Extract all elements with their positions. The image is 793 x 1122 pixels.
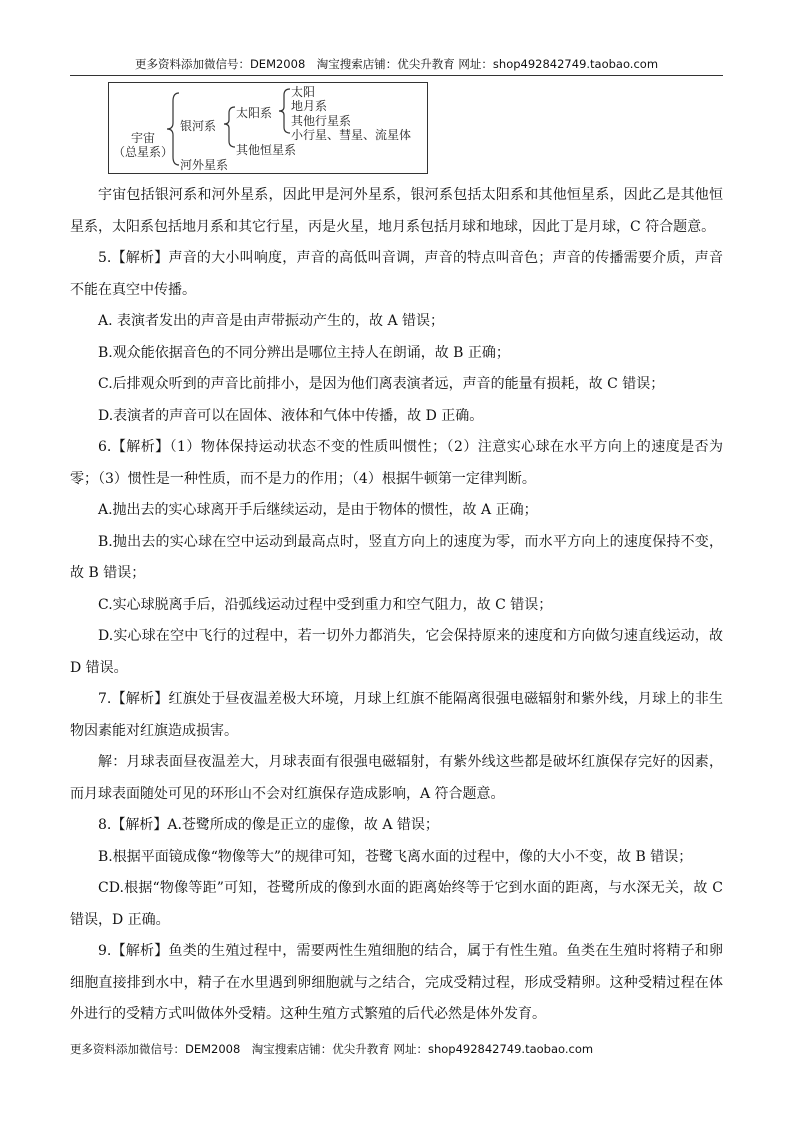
- paragraph-5-b: B.观众能依据音色的不同分辨出是哪位主持人在朗诵，故 B 正确；: [98, 344, 510, 361]
- node-sun: 太阳: [291, 85, 316, 99]
- paragraph-5-analysis: 5.【解析】声音的大小叫响度，声音的高低叫音调，声音的特点叫音色；声音的传播需要介质，声音不能在真空中传播。: [70, 250, 723, 298]
- paragraph-7-analysis: 7.【解析】红旗处于昼夜温差极大环境，月球上红旗不能隔离很强电磁辐射和紫外线，月球上的非生物因素能对红旗造成损害。: [70, 691, 723, 739]
- node-earth-moon: 地月系: [291, 99, 328, 113]
- node-small-bodies: 小行星、彗星、流星体: [291, 128, 412, 142]
- paragraph-8-analysis: 8.【解析】A.苍鹭所成的像是正立的虚像，故 A 错误；: [98, 817, 439, 833]
- node-other-stars: 其他恒星系: [236, 143, 297, 157]
- brace-solar: [279, 89, 290, 133]
- paragraph-6-analysis: 6.【解析】（1）物体保持运动状态不变的性质叫惯性；（2）注意实心球在水平方向上的速度是否为零；（3）惯性是一种性质，而不是力的作用；（4）根据牛顿第一定律判断。: [70, 439, 723, 487]
- paragraph-6-a: A.抛出去的实心球离开手后继续运动，是由于物体的惯性，故 A 正确；: [98, 502, 538, 518]
- brace-galaxy: [224, 107, 235, 147]
- node-solar-system: 太阳系: [236, 106, 273, 120]
- node-universe: 宇宙: [131, 131, 156, 145]
- paragraph-5-d: D.表演者的声音可以在固体、液体和气体中传播，故 D 正确。: [98, 407, 484, 424]
- page-footer: 更多资料添加微信号：DEM2008 淘宝搜索店铺：优尖升教育 网址：shop492842749.taobao.com: [70, 1042, 594, 1056]
- node-universe-sub: （总星系）: [113, 145, 174, 159]
- paragraph-7-solution: 解：月球表面昼夜温差大，月球表面有很强电磁辐射，有紫外线这些都是破坏红旗保存完好的因素，而月球表面随处可见的环形山不会对红旗保存造成影响，A 符合题意。: [70, 754, 723, 802]
- paragraph-4-conclusion: 宇宙包括银河系和河外星系，因此甲是河外星系，银河系包括太阳系和其他恒星系，因此乙是其他恒星系，太阳系包括地月系和其它行星，丙是火星，地月系包括月球和地球，因此丁是月球，C 符合题意。: [70, 187, 723, 235]
- answer-content: [70, 180, 723, 1031]
- page-header: 更多资料添加微信号：DEM2008 淘宝搜索店铺：优尖升教育 网址：shop492842749.taobao.com: [70, 56, 723, 76]
- node-other-planets: 其他行星系: [291, 114, 352, 128]
- paragraph-5-c: C.后排观众听到的声音比前排小，是因为他们离表演者远，声音的能量有损耗，故 C 错误；: [98, 376, 665, 392]
- paragraph-9-analysis: 9.【解析】鱼类的生殖过程中，需要两性生殖细胞的结合，属于有性生殖。鱼类在生殖时将精子和卵细胞直接排到水中，精子在水里遇到卵细胞就与之结合，完成受精过程，形成受精卵。这种受精过程在体外进行的受精方式叫做体外受精。这种生殖方式繁殖的后代必然是体外发育。: [70, 943, 723, 1022]
- paragraph-5-a: A. 表演者发出的声音是由声带振动产生的，故 A 错误；: [98, 313, 445, 329]
- paragraph-6-d: D.实心球在空中飞行的过程中，若一切外力都消失，它会保持原来的速度和方向做匀速直线运动，故 D 错误。: [70, 628, 723, 676]
- paragraph-6-b: B.抛出去的实心球在空中运动到最高点时，竖直方向上的速度为零，而水平方向上的速度保持不变，故 B 错误；: [70, 533, 723, 581]
- node-galaxy: 银河系: [180, 119, 217, 133]
- node-extragalactic: 河外星系: [180, 158, 229, 172]
- paragraph-8-cd: CD.根据“物像等距”可知，苍鹭所成的像到水面的距离始终等于它到水面的距离，与水深无关，故 C 错误，D 正确。: [70, 880, 723, 928]
- paragraph-8-b: B.根据平面镜成像“物像等大”的规律可知，苍鹭飞离水面的过程中，像的大小不变，故 B 错误；: [98, 848, 693, 865]
- universe-hierarchy-diagram: [108, 82, 428, 174]
- paragraph-6-c: C.实心球脱离手后，沿弧线运动过程中受到重力和空气阻力，故 C 错误；: [98, 596, 553, 613]
